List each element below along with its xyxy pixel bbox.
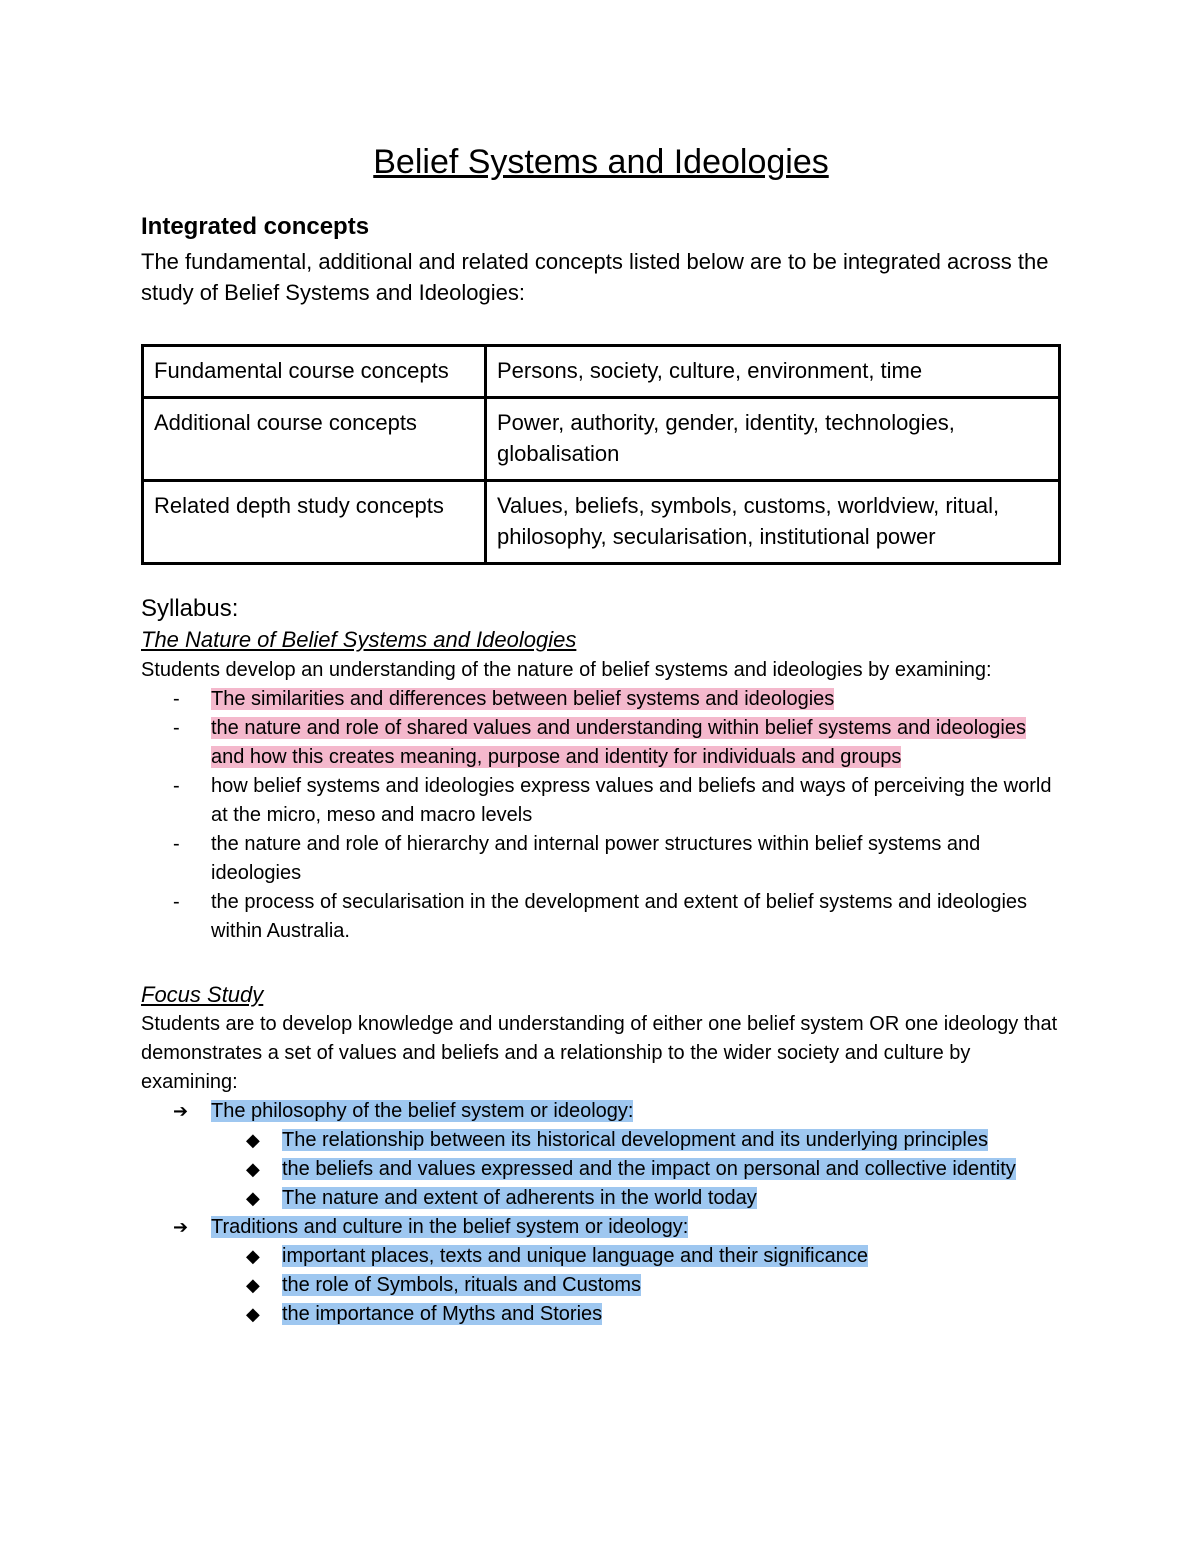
table-cell-value: Values, beliefs, symbols, customs, worldview, ritual, philosophy, secularisation, institutional power (486, 481, 1060, 564)
table-cell-label: Additional course concepts (143, 398, 486, 481)
concepts-table (141, 344, 1061, 565)
table-cell-label: Related depth study concepts (143, 481, 486, 564)
list-item (211, 1271, 1061, 1300)
list-item-text: The nature and extent of adherents in the world today (282, 1187, 757, 1209)
table-row (143, 346, 1060, 398)
list-item (211, 1184, 1061, 1213)
list-item (141, 772, 1061, 830)
focus-sublist (211, 1242, 1061, 1329)
list-item-text: The relationship between its historical development and its underlying principles (282, 1129, 988, 1151)
dash-bullet: - (173, 688, 180, 710)
diamond-bullet-icon: ◆ (246, 1130, 260, 1150)
dash-bullet: - (173, 891, 180, 913)
list-item (211, 1242, 1061, 1271)
list-item (211, 1300, 1061, 1329)
arrow-bullet-icon: ➔ (173, 1101, 189, 1121)
table-row (143, 481, 1060, 564)
list-item (141, 714, 1061, 772)
list-item (141, 830, 1061, 888)
list-item (141, 1097, 1061, 1213)
list-item-text: Traditions and culture in the belief system or ideology: (211, 1216, 689, 1238)
table-cell-value: Power, authority, gender, identity, technologies, globalisation (486, 398, 1060, 481)
focus-study-heading: Focus Study (141, 982, 264, 1007)
diamond-bullet-icon: ◆ (246, 1246, 260, 1266)
list-item-text: the beliefs and values expressed and the impact on personal and collective identity (282, 1158, 1016, 1180)
diamond-bullet-icon: ◆ (246, 1188, 260, 1208)
document-content (141, 138, 1061, 1329)
focus-list (141, 1097, 1061, 1329)
table-cell-value: Persons, society, culture, environment, time (486, 346, 1060, 398)
focus-sublist (211, 1126, 1061, 1213)
diamond-bullet-icon: ◆ (246, 1275, 260, 1295)
list-item (141, 1213, 1061, 1329)
integrated-concepts-heading: Integrated concepts (141, 213, 370, 240)
list-item-text: the role of Symbols, rituals and Customs (282, 1274, 642, 1296)
table-cell-label: Fundamental course concepts (143, 346, 486, 398)
list-item-text: The similarities and differences between belief systems and ideologies (211, 688, 835, 710)
document-title: Belief Systems and Ideologies (373, 143, 829, 181)
list-item-text: the process of secularisation in the development and extent of belief systems and ideologies within Australia. (211, 891, 1028, 942)
focus-study-intro: Students are to develop knowledge and understanding of either one belief system OR one ideology that demonstrates a set of values and beliefs and a relationship to the wider society and culture by examining: (141, 1013, 1058, 1093)
integrated-concepts-paragraph: The fundamental, additional and related concepts listed below are to be integrated across the study of Belief Systems and Ideologies: (141, 249, 1049, 305)
list-item-text: The philosophy of the belief system or ideology: (211, 1100, 634, 1122)
nature-heading: The Nature of Belief Systems and Ideologies (141, 627, 577, 652)
nature-list (141, 685, 1061, 946)
dash-bullet: - (173, 775, 180, 797)
diamond-bullet-icon: ◆ (246, 1304, 260, 1324)
list-item-text: the nature and role of shared values and understanding within belief systems and ideologies and how this creates meaning, purpose and identity for individuals and groups (211, 717, 1026, 768)
list-item-text: important places, texts and unique language and their significance (282, 1245, 868, 1267)
table-row (143, 398, 1060, 481)
dash-bullet: - (173, 717, 180, 739)
arrow-bullet-icon: ➔ (173, 1217, 189, 1237)
list-item-text: the nature and role of hierarchy and internal power structures within belief systems and ideologies (211, 833, 981, 884)
nature-intro: Students develop an understanding of the nature of belief systems and ideologies by examining: (141, 659, 992, 681)
list-item-text: the importance of Myths and Stories (282, 1303, 603, 1325)
list-item (141, 685, 1061, 714)
list-item (211, 1126, 1061, 1155)
dash-bullet: - (173, 833, 180, 855)
list-item-text: how belief systems and ideologies express values and beliefs and ways of perceiving the world at the micro, meso and macro levels (211, 775, 1052, 826)
list-item (141, 888, 1061, 946)
diamond-bullet-icon: ◆ (246, 1159, 260, 1179)
syllabus-heading: Syllabus: (141, 595, 239, 622)
list-item (211, 1155, 1061, 1184)
